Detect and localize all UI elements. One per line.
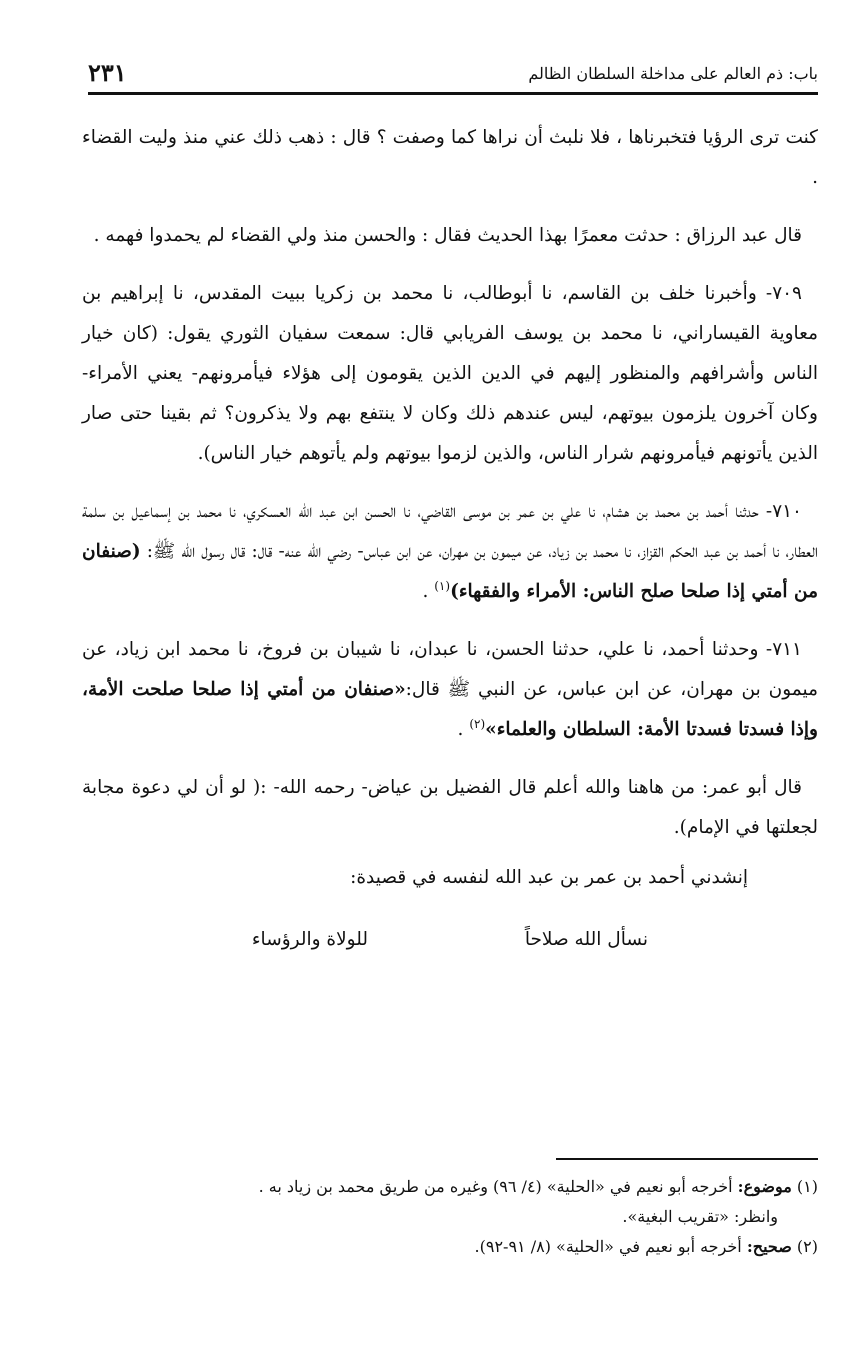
footnote-1-grade: موضوع:: [737, 1177, 792, 1196]
first-hemistich: نسأل الله صلاحاً: [524, 929, 648, 950]
poem-verse: [82, 920, 818, 960]
page-number: ٢٣١: [88, 58, 127, 87]
footnote-rule: [556, 1158, 818, 1160]
footnote-1-see-also: وانظر: «تقريب البغية».: [622, 1207, 778, 1226]
footnote-2-text: أخرجه أبو نعيم في «الحلية» (٨/ ٩١-٩٢).: [474, 1237, 742, 1256]
footnote-2: [82, 1232, 818, 1262]
running-header: [88, 58, 818, 92]
footnotes: [82, 1172, 818, 1262]
footnote-mark-1: (١): [434, 578, 451, 593]
paragraph-711: [82, 630, 818, 750]
footnote-1-text: أخرجه أبو نعيم في «الحلية» (٤/ ٩٦) وغيره من طريق محمد بن زياد به .: [258, 1177, 733, 1196]
paragraph-711-end: .: [457, 719, 464, 740]
chapter-title: باب: ذم العالم على مداخلة السلطان الظالم: [528, 64, 818, 83]
second-hemistich: للولاة والرؤساء: [251, 929, 368, 950]
main-text: [82, 118, 818, 960]
footnote-1: [82, 1172, 818, 1202]
footnote-mark-2: (٢): [469, 716, 486, 731]
paragraph-710-text: ٧١٠- حدثنا أحمد بن محمد بن هشام، نا علي بن عمر بن موسى القاضي، نا الحسن ابن عبد الله العسكري، نا محمد بن إسماعيل بن سلمة العطار، نا أحمد بن عبد الحكم القزاز، نا محمد بن زياد، عن ميمون بن مهران، عن ابن عباس- رضي الله عنه- قال: قال رسول الله ﷺ:: [82, 501, 818, 562]
footnote-2-number: (٢): [796, 1237, 818, 1256]
footnote-2-grade: صحيح:: [746, 1237, 792, 1256]
paragraph-dream: كنت ترى الرؤيا فتخبرناها ، فلا نلبث أن نراها كما وصفت ؟ قال : ذهب ذلك عني منذ وليت القضاء .: [82, 127, 818, 188]
hadith-711: «صنفان من أمتي إذا صلحا صلحت الأمة، وإذا فسدتا فسدتا الأمة: السلطان والعلماء»: [82, 679, 818, 740]
paragraph-abd-al-razzaq: قال عبد الرزاق : حدثت معمرًا بهذا الحديث فقال : والحسن منذ ولي القضاء لم يحمدوا فهمه .: [93, 225, 802, 246]
paragraph-710-end: .: [422, 581, 429, 602]
paragraph-709: ٧٠٩- وأخبرنا خلف بن القاسم، نا أبوطالب، نا محمد بن زكريا ببيت المقدس، نا إبراهيم بن معاوية القيساراني، نا محمد بن يوسف الفريابي قال: سمعت سفيان الثوري يقول: (كان خيار الناس وأشرافهم والمنظور إليهم في الدين الذين يقومون إلى هؤلاء فيأمرونهم- يعني الأمراء- وكان آخرون يلزمون بيوتهم، ليس عندهم ذلك وكان لا ينتفع بهم ولا يذكرون؟ ثم بقينا حتى صار الذين يأتونهم فيأمرونهم شرار الناس، والذين لزموا بيوتهم ولم يأتوهم خيار الناس).: [82, 283, 818, 464]
footnote-1-number: (١): [796, 1177, 818, 1196]
paragraph-710: [82, 492, 818, 612]
header-rule: [88, 92, 818, 95]
poem-intro: إنشدني أحمد بن عمر بن عبد الله لنفسه في قصيدة:: [350, 867, 748, 888]
paragraph-711-text: ٧١١- وحدثنا أحمد، نا علي، حدثنا الحسن، نا عبدان، نا شيبان بن فروخ، نا محمد ابن زياد، عن ميمون بن مهران، عن ابن عباس، عن النبي ﷺ قال:: [82, 639, 818, 700]
hadith-710: (صنفان من أمتي إذا صلحا صلح الناس: الأمراء والفقهاء): [82, 541, 818, 602]
paragraph-fudayl: قال أبو عمر: من هاهنا والله أعلم قال الفضيل بن عياض- رحمه الله- :( لو أن لي دعوة مجابة لجعلتها في الإمام).: [82, 777, 818, 838]
